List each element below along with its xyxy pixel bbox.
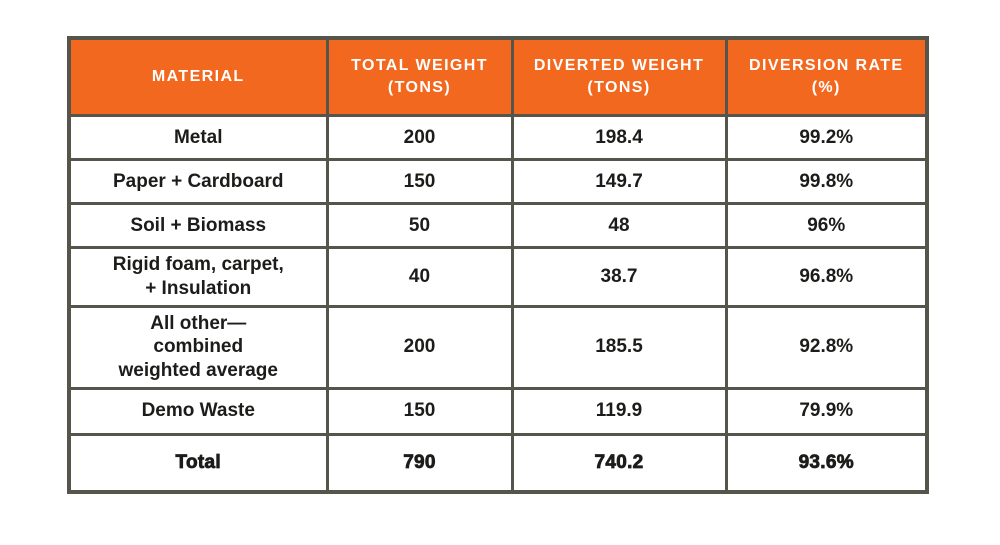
column-header-total-weight: TOTAL WEIGHT (TONS) <box>327 38 512 116</box>
cell-diverted-weight: 48 <box>512 204 726 248</box>
table-row-metal <box>69 116 927 160</box>
column-header-diverted-weight: DIVERTED WEIGHT (TONS) <box>512 38 726 116</box>
table-row-all-other <box>69 306 927 388</box>
cell-diverted-weight: 198.4 <box>512 116 726 160</box>
header-row <box>69 38 927 116</box>
column-header-material: MATERIAL <box>69 38 327 116</box>
cell-total-weight: 150 <box>327 160 512 204</box>
cell-diversion-rate: 79.9% <box>726 388 927 434</box>
cell-diverted-weight: 149.7 <box>512 160 726 204</box>
cell-total-weight: 150 <box>327 388 512 434</box>
cell-total-weight: 200 <box>327 306 512 388</box>
cell-diversion-rate-overall: 93.6% <box>726 434 927 492</box>
table-row-paper-cardboard <box>69 160 927 204</box>
diversion-table-container <box>67 36 925 494</box>
cell-diversion-rate: 92.8% <box>726 306 927 388</box>
cell-total-label: Total <box>69 434 327 492</box>
cell-diversion-rate: 96.8% <box>726 248 927 307</box>
cell-diverted-weight: 185.5 <box>512 306 726 388</box>
cell-total-weight: 40 <box>327 248 512 307</box>
table-row-rigid-foam <box>69 248 927 307</box>
table-header <box>69 38 927 116</box>
cell-material: Demo Waste <box>69 388 327 434</box>
table-body <box>69 116 927 492</box>
cell-material: Rigid foam, carpet, + Insulation <box>69 248 327 307</box>
table-row-demo-waste <box>69 388 927 434</box>
cell-diversion-rate: 96% <box>726 204 927 248</box>
cell-diverted-weight-sum: 740.2 <box>512 434 726 492</box>
table-row-soil-biomass <box>69 204 927 248</box>
cell-total-weight: 50 <box>327 204 512 248</box>
cell-diverted-weight: 119.9 <box>512 388 726 434</box>
cell-material: Paper + Cardboard <box>69 160 327 204</box>
cell-diversion-rate: 99.8% <box>726 160 927 204</box>
cell-material: All other—combined weighted average <box>69 306 327 388</box>
cell-total-weight-sum: 790 <box>327 434 512 492</box>
cell-material: Metal <box>69 116 327 160</box>
cell-total-weight: 200 <box>327 116 512 160</box>
cell-diversion-rate: 99.2% <box>726 116 927 160</box>
column-header-diversion-rate: DIVERSION RATE (%) <box>726 38 927 116</box>
table-row-total <box>69 434 927 492</box>
material-diversion-table <box>67 36 929 494</box>
cell-diverted-weight: 38.7 <box>512 248 726 307</box>
cell-material: Soil + Biomass <box>69 204 327 248</box>
